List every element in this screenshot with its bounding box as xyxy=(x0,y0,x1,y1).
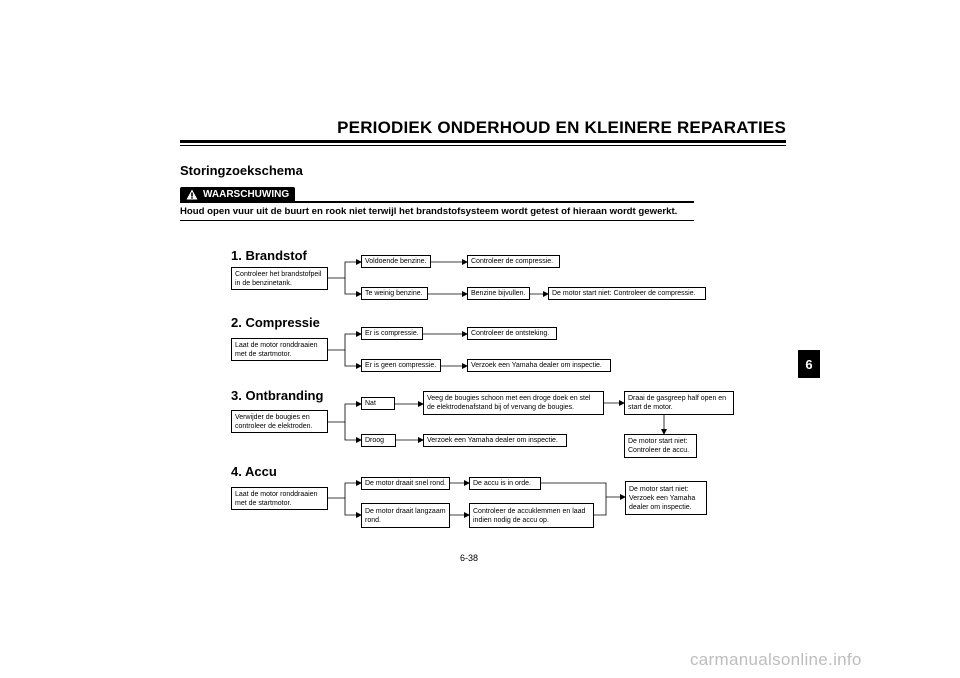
chapter-tab: 6 xyxy=(798,350,820,378)
heading-battery: 4. Accu xyxy=(231,464,277,479)
compression-yes-next-box: Controleer de ontsteking. xyxy=(467,327,557,340)
watermark-footer: carmanualsonline.info xyxy=(690,650,862,669)
warning-label: WAARSCHUWING xyxy=(203,189,290,200)
battery-final-box: De motor start niet: Verzoek een Yamaha dealer om inspectie. xyxy=(625,481,707,515)
battery-slow-box: De motor draait langzaam rond. xyxy=(361,503,450,528)
page-title: PERIODIEK ONDERHOUD EN KLEINERE REPARATIES xyxy=(337,118,786,137)
page-number: 6-38 xyxy=(460,553,479,563)
ignition-dry-next-box: Verzoek een Yamaha dealer om inspectie. xyxy=(423,434,567,447)
heading-ignition: 3. Ontbranding xyxy=(231,388,324,403)
compression-yes-box: Er is compressie. xyxy=(361,327,423,340)
fuel-low-box: Te weinig benzine. xyxy=(361,287,428,300)
ignition-wet-next-box: Veeg de bougies schoon met een droge doek en stel de elektrodenafstand bij of vervang de bougies. xyxy=(423,391,604,415)
compression-no-box: Er is geen compressie. xyxy=(361,359,441,372)
heading-compression: 2. Compressie xyxy=(231,315,320,330)
fuel-enough-box: Voldoende benzine. xyxy=(361,255,431,268)
battery-slow-next-box: Controleer de accuklemmen en laad indien nodig de accu op. xyxy=(469,503,594,528)
ignition-wet-box: Nat xyxy=(361,397,395,410)
fuel-low-next-box: Benzine bijvullen. xyxy=(467,287,530,300)
fuel-enough-next-box: Controleer de compressie. xyxy=(467,255,560,268)
compression-check-box: Laat de motor ronddraaien met de startmotor. xyxy=(231,338,328,361)
compression-no-next-box: Verzoek een Yamaha dealer om inspectie. xyxy=(467,359,611,372)
ignition-wet-next3-box: De motor start niet: Controleer de accu. xyxy=(624,434,697,458)
warning-text: Houd open vuur uit de buurt en rook niet terwijl het brandstofsysteem wordt getest of hieraan wordt gewerkt. xyxy=(180,206,678,217)
ignition-wet-next2-box: Draai de gasgreep half open en start de motor. xyxy=(624,391,734,415)
section-title: Storingzoekschema xyxy=(180,163,303,178)
battery-fast-box: De motor draait snel rond. xyxy=(361,477,450,490)
ignition-check-box: Verwijder de bougies en controleer de elektroden. xyxy=(231,410,328,433)
battery-check-box: Laat de motor ronddraaien met de startmotor. xyxy=(231,487,328,510)
ignition-dry-box: Droog xyxy=(361,434,396,447)
fuel-check-box: Controleer het brandstofpeil in de benzinetank. xyxy=(231,267,328,290)
fuel-low-next2-box: De motor start niet: Controleer de compressie. xyxy=(548,287,706,300)
battery-fast-next-box: De accu is in orde. xyxy=(469,477,541,490)
heading-fuel: 1. Brandstof xyxy=(231,248,307,263)
